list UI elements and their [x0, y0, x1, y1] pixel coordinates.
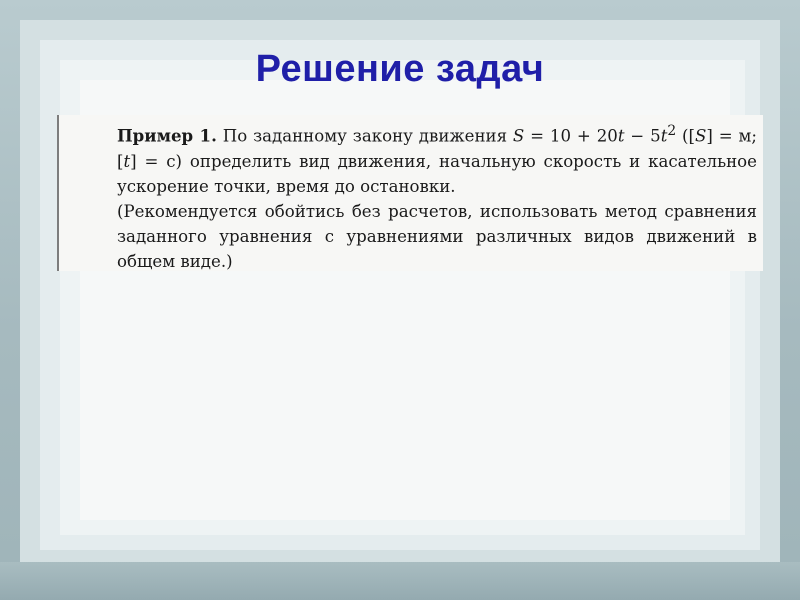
hint-text: (Рекомендуется обойтись без расчетов, использовать метод сравнения заданного уравнения с уравнениями различных видов движений в общем виде.)	[117, 201, 757, 271]
formula-part: = 10 + 20	[524, 126, 618, 146]
example-label: Пример 1.	[117, 125, 217, 146]
slide-title: Решение задач	[255, 48, 545, 90]
formula-var-t: t	[660, 126, 668, 146]
units-part: ([	[682, 126, 695, 146]
slide-bottom-strip	[0, 562, 800, 600]
units-var-s: S	[695, 126, 707, 146]
units-part: ] = м; [	[117, 126, 757, 171]
units-part: ] = с)	[130, 151, 183, 171]
hint-paragraph	[71, 199, 757, 274]
problem-statement-box	[57, 115, 763, 271]
formula-var-s: S	[512, 126, 525, 146]
problem-task-text: определить вид движения, начальную скорость и касательное ускорение точки, время до остановки.	[117, 151, 757, 196]
formula-part: − 5	[624, 126, 661, 146]
problem-paragraph	[71, 119, 757, 199]
problem-intro-text: По заданному закону движения	[222, 126, 513, 146]
units-var-t: t	[123, 151, 131, 171]
formula-exponent: 2	[667, 123, 677, 139]
formula-var-t: t	[617, 126, 625, 146]
